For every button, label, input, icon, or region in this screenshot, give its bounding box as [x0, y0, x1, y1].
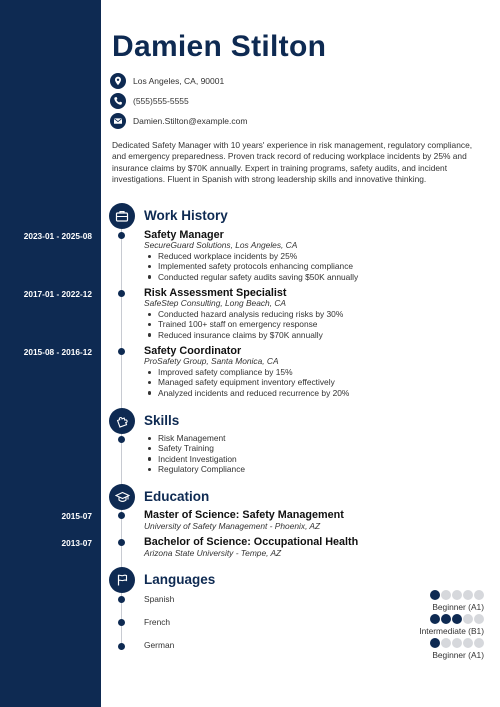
skill-item: Safety Training	[144, 443, 245, 453]
location-text: Los Angeles, CA, 90001	[133, 76, 225, 86]
rating-dot	[452, 614, 462, 624]
skills-heading: Skills	[144, 413, 180, 428]
rating-dot	[430, 638, 440, 648]
work-history-heading: Work History	[144, 208, 228, 223]
rating-dot	[474, 638, 484, 648]
job-date: 2015-08 - 2016-12	[23, 347, 92, 357]
language-rating	[430, 590, 484, 600]
timeline-dot	[118, 539, 125, 546]
language-rating	[430, 638, 484, 648]
job-company: SafeStep Consulting, Long Beach, CA	[144, 298, 287, 308]
briefcase-icon	[109, 203, 135, 229]
envelope-icon	[110, 113, 126, 129]
list-item: Improved safety compliance by 15%	[144, 367, 349, 377]
list-item: Reduced insurance claims by $70K annually	[144, 330, 343, 340]
degree-title: Bachelor of Science: Occupational Health	[144, 536, 359, 548]
job-date: 2023-01 - 2025-08	[23, 231, 92, 241]
languages-heading: Languages	[144, 572, 216, 587]
rating-dot	[463, 638, 473, 648]
skill-item: Regulatory Compliance	[144, 464, 245, 474]
contact-location	[110, 73, 224, 89]
skill-item: Incident Investigation	[144, 454, 245, 464]
puzzle-icon	[109, 408, 135, 434]
contact-phone	[110, 93, 189, 109]
language-name: Spanish	[144, 594, 175, 604]
list-item: Trained 100+ staff on emergency response	[144, 319, 343, 329]
graduation-cap-icon	[109, 484, 135, 510]
language-rating	[430, 614, 484, 624]
language-level: Beginner (A1)	[432, 602, 484, 612]
timeline-dot	[118, 436, 125, 443]
language-level: Intermediate (B1)	[419, 626, 484, 636]
list-item: Managed safety equipment inventory effectively	[144, 377, 349, 387]
list-item: Conducted hazard analysis reducing risks by 30%	[144, 309, 343, 319]
timeline-dot	[118, 348, 125, 355]
list-item: Conducted regular safety audits saving $50K annually	[144, 272, 358, 282]
job-company: ProSafety Group, Santa Monica, CA	[144, 356, 279, 366]
timeline-dot	[118, 619, 125, 626]
rating-dot	[474, 590, 484, 600]
list-item: Reduced workplace incidents by 25%	[144, 251, 358, 261]
flag-icon	[109, 567, 135, 593]
job-bullets	[144, 251, 358, 282]
rating-dot	[441, 590, 451, 600]
job-title: Risk Assessment Specialist	[144, 287, 287, 299]
list-item: Analyzed incidents and reduced recurrence by 20%	[144, 388, 349, 398]
timeline-dot	[118, 232, 125, 239]
degree-title: Master of Science: Safety Management	[144, 509, 344, 521]
timeline-dot	[118, 290, 125, 297]
job-bullets	[144, 309, 343, 340]
job-bullets	[144, 367, 349, 398]
language-level: Beginner (A1)	[432, 650, 484, 660]
education-heading: Education	[144, 489, 210, 504]
location-pin-icon	[110, 73, 126, 89]
phone-icon	[110, 93, 126, 109]
rating-dot	[463, 614, 473, 624]
phone-text: (555)555-5555	[133, 96, 189, 106]
education-date: 2015-07	[61, 511, 92, 521]
skill-item: Risk Management	[144, 433, 245, 443]
rating-dot	[441, 614, 451, 624]
school-name: University of Safety Management - Phoenix, AZ	[144, 521, 321, 531]
rating-dot	[452, 590, 462, 600]
list-item: Implemented safety protocols enhancing compliance	[144, 261, 358, 271]
job-title: Safety Coordinator	[144, 345, 242, 357]
candidate-name: Damien Stilton	[112, 30, 327, 63]
job-company: SecureGuard Solutions, Los Angeles, CA	[144, 240, 298, 250]
job-title: Safety Manager	[144, 229, 224, 241]
timeline-dot	[118, 643, 125, 650]
job-date: 2017-01 - 2022-12	[23, 289, 92, 299]
timeline-dot	[118, 596, 125, 603]
email-text: Damien.Stilton@example.com	[133, 116, 248, 126]
rating-dot	[463, 590, 473, 600]
timeline-dot	[118, 512, 125, 519]
rating-dot	[441, 638, 451, 648]
skills-list	[144, 433, 245, 475]
contact-email	[110, 113, 247, 129]
language-name: German	[144, 640, 175, 650]
language-name: French	[144, 617, 171, 627]
rating-dot	[474, 614, 484, 624]
rating-dot	[430, 590, 440, 600]
professional-summary: Dedicated Safety Manager with 10 years' experience in risk management, regulatory compliance, and emergency preparedness. Proven track record of reducing workplace incidents by 25% and insurance claims by $70K annually. Expert in training programs, safety audits, and incident investigations. Fluent in Spanish with strong leadership skills and innovative thinking.	[112, 140, 473, 185]
school-name: Arizona State University - Tempe, AZ	[144, 548, 282, 558]
rating-dot	[430, 614, 440, 624]
rating-dot	[452, 638, 462, 648]
education-date: 2013-07	[61, 538, 92, 548]
